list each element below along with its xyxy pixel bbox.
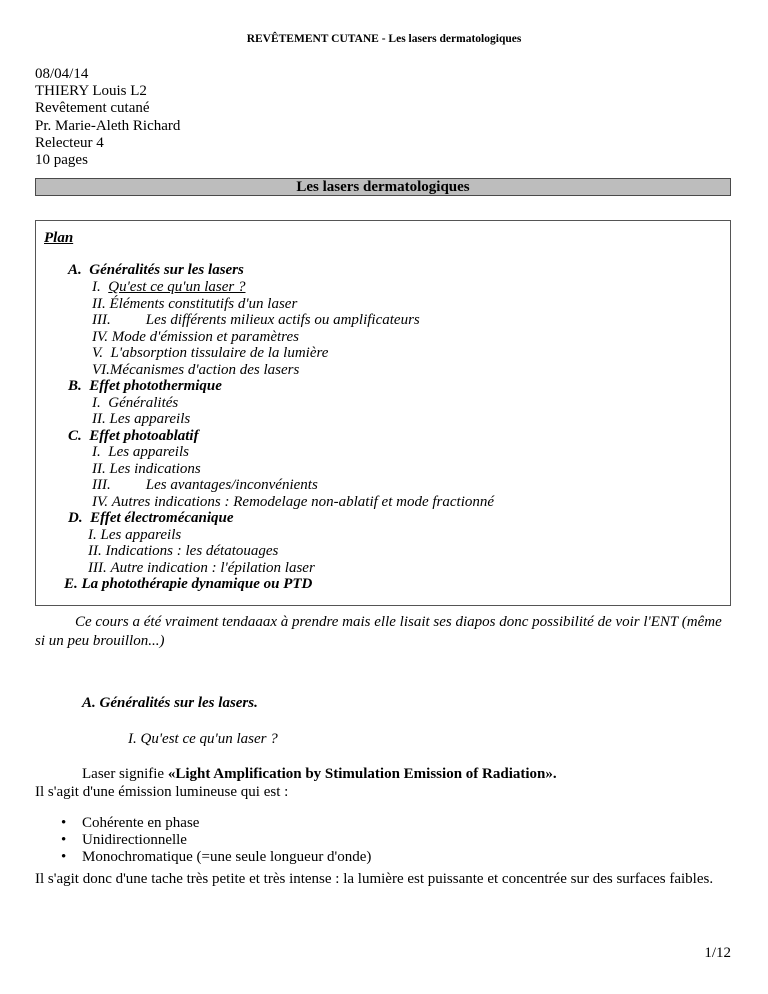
plan-item: IV. Autres indications : Remodelage non-ablatif et mode fractionné <box>92 494 495 510</box>
document-meta <box>35 66 180 169</box>
subsection-heading-1: I. Qu'est ce qu'un laser ? <box>128 731 278 747</box>
laser-acronym: «Light Amplification by Stimulation Emission of Radiation». <box>167 766 557 782</box>
section-heading-a: A. Généralités sur les lasers. <box>82 695 258 711</box>
plan-item: III. Autre indication : l'épilation laser <box>88 560 315 576</box>
plan-item: I. Qu'est ce qu'un laser ? <box>92 279 246 295</box>
meta-pages: 10 pages <box>35 152 88 169</box>
plan-item: II. Les appareils <box>92 411 191 427</box>
meta-author: THIERY Louis L2 <box>35 83 147 100</box>
list-item: • Unidirectionnelle <box>61 832 187 848</box>
plan-item: II. Indications : les détatouages <box>88 543 279 559</box>
plan-item: VI.Mécanismes d'action des lasers <box>92 362 300 378</box>
plan-item: I. Les appareils <box>88 527 182 543</box>
emission-intro: Il s'agit d'une émission lumineuse qui est : <box>35 784 289 800</box>
conclusion-paragraph: Il s'agit donc d'une tache très petite et très intense : la lumière est puissante et concentrée sur des surfaces faibles. <box>35 871 714 887</box>
meta-professor: Pr. Marie-Aleth Richard <box>35 117 181 134</box>
plan-item: III. Les différents milieux actifs ou amplificateurs <box>92 312 420 328</box>
plan-item: IV. Mode d'émission et paramètres <box>92 329 299 345</box>
list-item: • Cohérente en phase <box>61 815 200 831</box>
page-header: REVÊTEMENT CUTANE - Les lasers dermatologiques <box>246 33 522 45</box>
page-number: 1/12 <box>704 945 731 961</box>
meta-date: 08/04/14 <box>35 66 89 82</box>
plan-item: I. Les appareils <box>92 444 189 460</box>
plan-section-d: D. Effet électromécanique <box>68 510 234 526</box>
plan-section-e: E. La photothérapie dynamique ou PTD <box>64 576 313 592</box>
plan-section-b: B. Effet photothermique <box>68 378 222 394</box>
meta-course: Revêtement cutané <box>35 100 150 117</box>
plan-section-c: C. Effet photoablatif <box>68 428 199 444</box>
plan-item: II. Les indications <box>92 461 201 477</box>
plan-item: III. Les avantages/inconvénients <box>92 477 318 493</box>
document-title: Les lasers dermatologiques <box>35 178 731 196</box>
plan-section-a: A. Généralités sur les lasers <box>68 262 244 278</box>
plan-item: I. Généralités <box>92 395 179 411</box>
plan-label: Plan <box>44 230 74 246</box>
plan-item: V. L'absorption tissulaire de la lumière <box>92 345 329 361</box>
meta-reviewer: Relecteur 4 <box>35 134 104 151</box>
laser-definition: Laser signifie «Light Amplification by Stimulation Emission of Radiation». <box>82 766 557 782</box>
author-note: Ce cours a été vraiment tendaaax à prendre mais elle lisait ses diapos donc possibilité de voir l'ENT (même si un peu brouillon...) <box>35 614 722 649</box>
list-item: • Monochromatique (=une seule longueur d'onde) <box>61 849 372 865</box>
plan-item: II. Éléments constitutifs d'un laser <box>92 296 298 312</box>
